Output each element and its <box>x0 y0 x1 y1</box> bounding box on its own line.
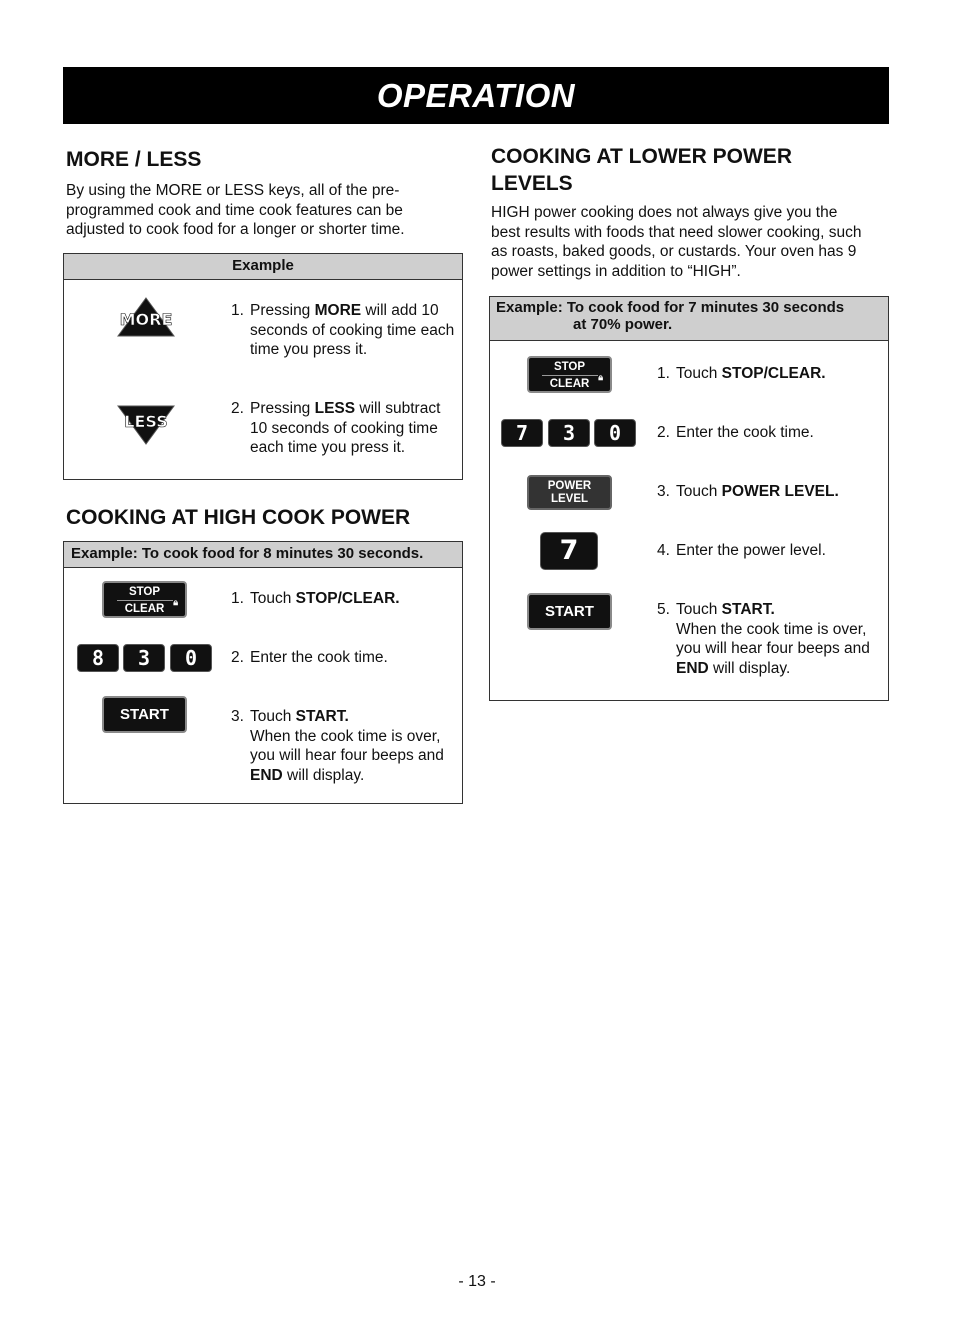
key-label: STOP <box>553 361 586 373</box>
step-text: Touch STOP/CLEAR. <box>676 365 826 382</box>
step-text: Touch START. When the cook time is over, you will hear four beeps and END will display. <box>676 601 870 677</box>
heading-line: LEVELS <box>491 172 573 195</box>
example-header <box>490 297 888 341</box>
high-power-heading: COOKING AT HIGH COOK POWER <box>66 506 411 529</box>
more-less-heading: MORE / LESS <box>66 148 202 171</box>
stop-clear-key[interactable] <box>102 581 187 618</box>
step-text: Touch START. When the cook time is over, you will hear four beeps and END will display. <box>250 708 444 784</box>
more-less-intro <box>66 181 456 240</box>
step-text: Enter the cook time. <box>250 649 388 666</box>
intro-line: as roasts, baked goods, or custards. Your oven has 9 <box>491 243 857 261</box>
step-number: 1. <box>657 365 670 382</box>
step-number: 1. <box>231 590 244 607</box>
page-number: - 13 - <box>458 1273 496 1290</box>
example-header-line: at 70% power. <box>573 316 673 333</box>
intro-line: best results with foods that need slower cooking, such <box>491 223 862 241</box>
step-number: 4. <box>657 542 670 559</box>
start-key[interactable]: START <box>102 696 187 733</box>
step-number: 2. <box>657 424 670 441</box>
step-number: 5. <box>657 601 670 618</box>
digit-key[interactable]: 3 <box>123 644 165 672</box>
step-text: Touch STOP/CLEAR. <box>250 590 400 607</box>
intro-line: programmed cook and time cook features can be <box>66 201 403 219</box>
key-label: CLEAR <box>549 378 590 390</box>
intro-line: power settings in addition to “HIGH”. <box>491 262 741 280</box>
power-digit-key[interactable]: 7 <box>540 532 598 570</box>
high-power-example-box <box>63 541 463 804</box>
intro-line: By using the MORE or LESS keys, all of the pre- <box>66 182 400 199</box>
key-label: CLEAR <box>124 603 165 615</box>
step-number: 1. <box>231 302 244 319</box>
digit-key[interactable]: 8 <box>77 644 119 672</box>
example-header: Example <box>64 254 462 280</box>
step-text: Touch POWER LEVEL. <box>676 483 839 500</box>
example-header: Example: To cook food for 8 minutes 30 seconds. <box>64 542 462 568</box>
start-key[interactable]: START <box>527 593 612 630</box>
page-title-banner: OPERATION <box>63 67 889 124</box>
heading-line: COOKING AT LOWER POWER <box>491 145 792 168</box>
example-header-line: Example: To cook food for 7 minutes 30 seconds <box>496 299 845 316</box>
lower-power-example-box <box>489 296 889 701</box>
step-number: 2. <box>231 649 244 666</box>
step-text: Pressing LESS will subtract 10 seconds of cooking time each time you press it. <box>250 400 441 457</box>
lower-power-heading <box>491 143 792 197</box>
key-label: POWER <box>547 480 592 492</box>
lock-icon: 🔒︎ <box>598 372 603 382</box>
step-number: 3. <box>231 708 244 725</box>
step-number: 3. <box>657 483 670 500</box>
step-text: Enter the power level. <box>676 542 826 559</box>
digit-key[interactable]: 3 <box>548 419 590 447</box>
intro-line: HIGH power cooking does not always give you the <box>491 204 838 221</box>
more-key-label: MORE <box>119 310 173 329</box>
lock-icon: 🔒︎ <box>173 597 178 607</box>
stop-clear-key[interactable] <box>527 356 612 393</box>
step-text: Enter the cook time. <box>676 424 814 441</box>
power-level-key[interactable] <box>527 475 612 510</box>
key-label: LEVEL <box>550 493 589 505</box>
digit-key[interactable]: 7 <box>501 419 543 447</box>
more-less-example-box <box>63 253 463 480</box>
intro-line: adjusted to cook food for a longer or shorter time. <box>66 221 405 239</box>
digit-key[interactable]: 0 <box>594 419 636 447</box>
less-key-label: LESS <box>124 412 168 431</box>
lower-power-intro <box>491 203 886 281</box>
step-number: 2. <box>231 400 244 417</box>
digit-key[interactable]: 0 <box>170 644 212 672</box>
step-text: Pressing MORE will add 10 seconds of cooking time each time you press it. <box>250 302 455 359</box>
key-label: STOP <box>128 586 161 598</box>
